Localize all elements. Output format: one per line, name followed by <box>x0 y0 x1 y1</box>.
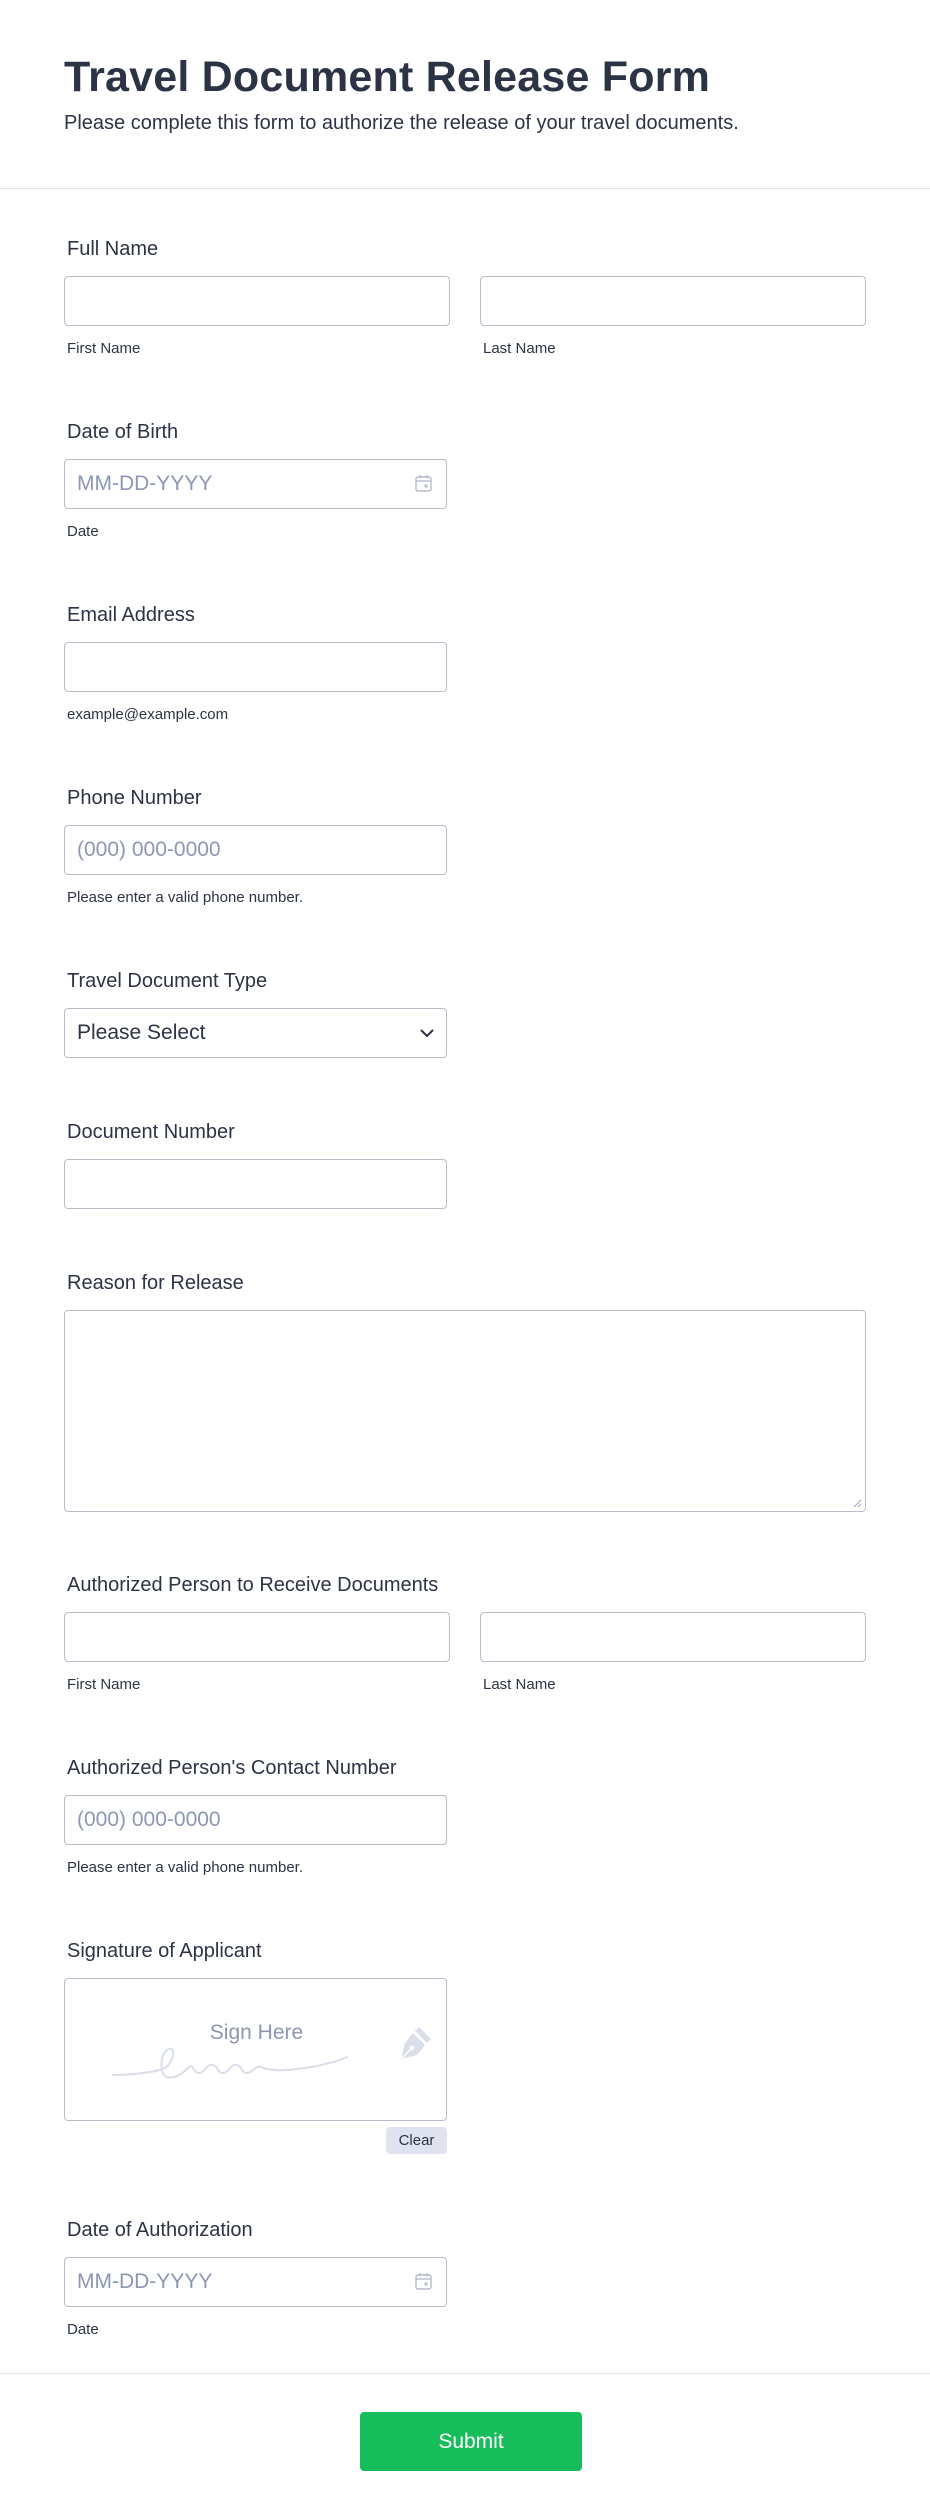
authorization-date-input[interactable] <box>64 2257 447 2307</box>
full-name-label: Full Name <box>67 238 159 260</box>
full-name-field <box>64 236 866 359</box>
clear-signature-button[interactable]: Clear <box>386 2127 447 2154</box>
authorized-first-name-sublabel: First Name <box>67 1676 141 1693</box>
phone-label: Phone Number <box>67 787 202 809</box>
first-name-sublabel: First Name <box>67 340 141 357</box>
document-number-field <box>64 1119 447 1209</box>
email-input[interactable] <box>64 642 447 692</box>
last-name-input[interactable] <box>480 276 866 326</box>
email-label: Email Address <box>67 604 195 626</box>
authorized-person-label: Authorized Person to Receive Documents <box>67 1574 439 1596</box>
calendar-icon[interactable] <box>415 474 432 492</box>
signature-field <box>64 1938 447 2154</box>
authorized-last-name-input[interactable] <box>480 1612 866 1662</box>
authorization-date-sublabel: Date <box>67 2321 99 2338</box>
last-name-sublabel: Last Name <box>483 340 556 357</box>
authorized-first-name-input[interactable] <box>64 1612 450 1662</box>
reason-textarea[interactable] <box>64 1310 866 1512</box>
first-name-input[interactable] <box>64 276 450 326</box>
authorized-last-name-sublabel: Last Name <box>483 1676 556 1693</box>
authorized-contact-input[interactable] <box>64 1795 447 1845</box>
authorized-person-field <box>64 1572 866 1695</box>
resize-handle-icon[interactable] <box>853 1499 862 1508</box>
calendar-icon[interactable] <box>415 2272 432 2290</box>
document-type-field <box>64 968 447 1058</box>
authorized-contact-sublabel: Please enter a valid phone number. <box>67 1859 303 1876</box>
signature-placeholder: Sign Here <box>209 2021 304 2044</box>
authorization-date-label: Date of Authorization <box>67 2219 253 2241</box>
document-number-label: Document Number <box>67 1121 235 1143</box>
email-field <box>64 602 447 725</box>
date-of-birth-sublabel: Date <box>67 523 99 540</box>
signature-pad[interactable] <box>64 1978 447 2121</box>
form-subtitle: Please complete this form to authorize the release of your travel documents. <box>64 112 739 134</box>
authorization-date-field <box>64 2217 447 2340</box>
signature-scribble <box>65 1979 448 2122</box>
phone-field <box>64 785 447 908</box>
authorized-contact-label: Authorized Person's Contact Number <box>67 1757 397 1779</box>
signature-label: Signature of Applicant <box>67 1940 262 1962</box>
phone-input[interactable] <box>64 825 447 875</box>
date-of-birth-field <box>64 419 447 542</box>
form-footer <box>0 2373 930 2520</box>
reason-label: Reason for Release <box>67 1272 244 1294</box>
document-type-select[interactable] <box>64 1008 447 1058</box>
document-type-label: Travel Document Type <box>67 970 268 992</box>
authorized-contact-field <box>64 1755 447 1878</box>
form-header <box>0 0 930 189</box>
email-sublabel: example@example.com <box>67 706 229 723</box>
date-of-birth-input[interactable] <box>64 459 447 509</box>
date-of-birth-label: Date of Birth <box>67 421 179 443</box>
phone-sublabel: Please enter a valid phone number. <box>67 889 303 906</box>
reason-field <box>64 1270 866 1512</box>
chevron-down-icon <box>420 1029 434 1038</box>
form-title: Travel Document Release Form <box>64 53 711 101</box>
document-number-input[interactable] <box>64 1159 447 1209</box>
document-type-selected: Please Select <box>77 1021 206 1044</box>
submit-button[interactable]: Submit <box>360 2412 582 2471</box>
